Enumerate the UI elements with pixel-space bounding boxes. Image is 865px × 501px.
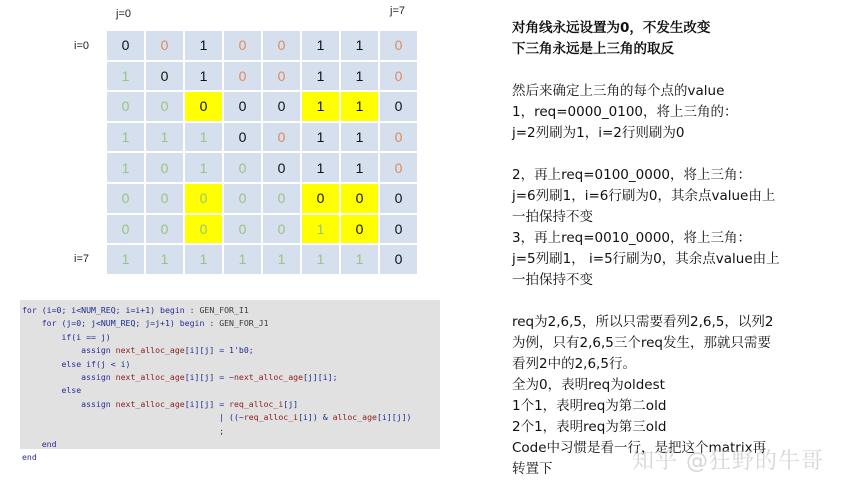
matrix-row <box>107 245 417 274</box>
note-step1-line1: 1，req=0000_0100，将上三角的： <box>512 104 738 120</box>
matrix-cell: 0 <box>185 215 222 244</box>
matrix-cell: 0 <box>263 62 300 91</box>
matrix-cell: 1 <box>302 215 339 244</box>
note-step3-line3: 一拍保持不变 <box>512 272 593 288</box>
note-summary-4: 全为0，表明req为oldest <box>512 377 665 393</box>
note-step2-line2: j=6列刷1，i=6行刷为0，其余点value由上 <box>512 188 776 204</box>
note-step1-line2: j=2列刷为1，i=2行则刷为0 <box>512 125 685 141</box>
matrix-row <box>107 215 417 244</box>
note-summary-3: 看列2中的2,6,5行。 <box>512 356 636 372</box>
code-line: for (j=0; j<NUM_REQ; j=j+1) begin : GEN_FOR_J1 <box>41 318 269 329</box>
code-line: assign next_alloc_age[i][j] = ~next_alloc_age[j][i]; <box>81 372 338 383</box>
note-step-intro: 然后来确定上三角的每个点的value <box>512 83 725 99</box>
note-summary-8: 转置下 <box>512 461 553 477</box>
matrix-cell: 1 <box>302 153 339 182</box>
matrix-cell: 0 <box>107 31 144 60</box>
matrix-cell: 1 <box>146 123 183 152</box>
matrix-cell: 0 <box>185 92 222 121</box>
matrix-cell: 0 <box>263 184 300 213</box>
matrix-cell: 1 <box>341 92 378 121</box>
note-summary-6: 2个1，表明req为第三old <box>512 419 667 435</box>
matrix-cell: 0 <box>380 92 417 121</box>
matrix-cell: 0 <box>263 215 300 244</box>
matrix-cell: 0 <box>224 92 261 121</box>
col-label-j0: j=0 <box>116 8 131 20</box>
matrix-cell: 1 <box>146 245 183 274</box>
note-summary-5: 1个1，表明req为第二old <box>512 398 667 414</box>
matrix-cell: 0 <box>341 215 378 244</box>
matrix-cell: 1 <box>341 31 378 60</box>
notes-panel <box>512 18 852 480</box>
matrix-cell: 1 <box>302 123 339 152</box>
matrix-cell: 1 <box>185 31 222 60</box>
matrix-cell: 0 <box>107 184 144 213</box>
matrix-cell: 1 <box>302 92 339 121</box>
matrix-cell: 1 <box>302 62 339 91</box>
code-line: end <box>41 439 57 450</box>
verilog-code-block <box>20 300 440 463</box>
matrix-cell: 1 <box>302 245 339 274</box>
code-line: | ((~req_alloc_i[i]) & alloc_age[i][j]) <box>22 412 412 423</box>
matrix-row <box>107 123 417 152</box>
matrix-cell: 0 <box>263 123 300 152</box>
matrix-cell: 0 <box>380 153 417 182</box>
matrix-cell: 0 <box>302 184 339 213</box>
matrix-cell: 1 <box>107 62 144 91</box>
matrix-cell: 0 <box>380 31 417 60</box>
code-line: else if(j < i) <box>61 358 131 369</box>
matrix-cell: 0 <box>380 184 417 213</box>
matrix-cell: 1 <box>224 245 261 274</box>
code-line: else <box>61 385 82 396</box>
code-line: for (i=0; i<NUM_REQ; i=i+1) begin : GEN_FOR_I1 <box>22 305 249 315</box>
matrix-cell: 0 <box>380 245 417 274</box>
matrix-cell: 0 <box>146 31 183 60</box>
col-label-j7: j=7 <box>390 5 405 17</box>
row-label-i7: i=7 <box>74 253 89 265</box>
matrix-cell: 1 <box>185 123 222 152</box>
matrix-cell: 0 <box>263 153 300 182</box>
matrix-cell: 0 <box>185 184 222 213</box>
matrix-cell: 0 <box>224 31 261 60</box>
matrix-row <box>107 153 417 182</box>
matrix-row <box>107 62 417 91</box>
matrix-cell: 1 <box>341 245 378 274</box>
matrix-cell: 0 <box>263 92 300 121</box>
matrix-cell: 1 <box>185 245 222 274</box>
matrix-cell: 0 <box>380 215 417 244</box>
code-line: assign next_alloc_age[i][j] = req_alloc_i[j] <box>81 398 299 409</box>
note-step2-line3: 一拍保持不变 <box>512 209 593 225</box>
note-lower-triangle: 下三角永远是上三角的取反 <box>512 41 674 57</box>
matrix-cell: 0 <box>146 153 183 182</box>
note-summary-2: 为例，只有2,6,5三个req发生，那就只需要 <box>512 335 771 351</box>
matrix-cell: 0 <box>107 92 144 121</box>
code-line: ; <box>22 425 225 436</box>
matrix-cell: 1 <box>341 123 378 152</box>
note-summary-1: req为2,6,5，所以只需要看列2,6,5，以列2 <box>512 314 774 330</box>
row-label-i0: i=0 <box>74 40 89 52</box>
matrix-cell: 1 <box>263 245 300 274</box>
matrix-cell: 1 <box>185 62 222 91</box>
matrix-cell: 0 <box>146 215 183 244</box>
matrix-cell: 1 <box>302 31 339 60</box>
matrix-row <box>107 92 417 121</box>
matrix-cell: 0 <box>224 62 261 91</box>
note-step3-line1: 3，再上req=0010_0000，将上三角： <box>512 230 751 246</box>
age-matrix <box>105 29 419 276</box>
matrix-cell: 0 <box>224 153 261 182</box>
matrix-cell: 0 <box>224 215 261 244</box>
note-step3-line2: j=5列刷1， i=5行刷为0，其余点value由上 <box>512 251 780 267</box>
matrix-cell: 0 <box>380 123 417 152</box>
matrix-cell: 0 <box>107 215 144 244</box>
matrix-cell: 0 <box>146 62 183 91</box>
matrix-row <box>107 31 417 60</box>
matrix-cell: 1 <box>341 62 378 91</box>
matrix-cell: 1 <box>341 153 378 182</box>
matrix-row <box>107 184 417 213</box>
matrix-cell: 1 <box>107 123 144 152</box>
matrix-cell: 0 <box>146 92 183 121</box>
code-line: assign next_alloc_age[i][j] = 1'b0; <box>81 345 254 356</box>
matrix-cell: 1 <box>107 245 144 274</box>
matrix-cell: 0 <box>263 31 300 60</box>
matrix-cell: 0 <box>224 123 261 152</box>
matrix-cell: 0 <box>146 184 183 213</box>
code-line: end <box>22 452 37 463</box>
matrix-cell: 0 <box>380 62 417 91</box>
watermark: 知乎 @狂野的牛哥 <box>632 449 824 474</box>
note-summary-7: Code中习惯是看一行，是把这个matrix再 <box>512 440 767 456</box>
matrix-cell: 1 <box>107 153 144 182</box>
matrix-cell: 0 <box>341 184 378 213</box>
matrix-cell: 0 <box>224 184 261 213</box>
code-line: if(i == j) <box>61 331 111 342</box>
note-step2-line1: 2，再上req=0100_0000，将上三角： <box>512 167 751 183</box>
note-diagonal: 对角线永远设置为0，不发生改变 <box>512 20 711 36</box>
matrix-cell: 1 <box>185 153 222 182</box>
